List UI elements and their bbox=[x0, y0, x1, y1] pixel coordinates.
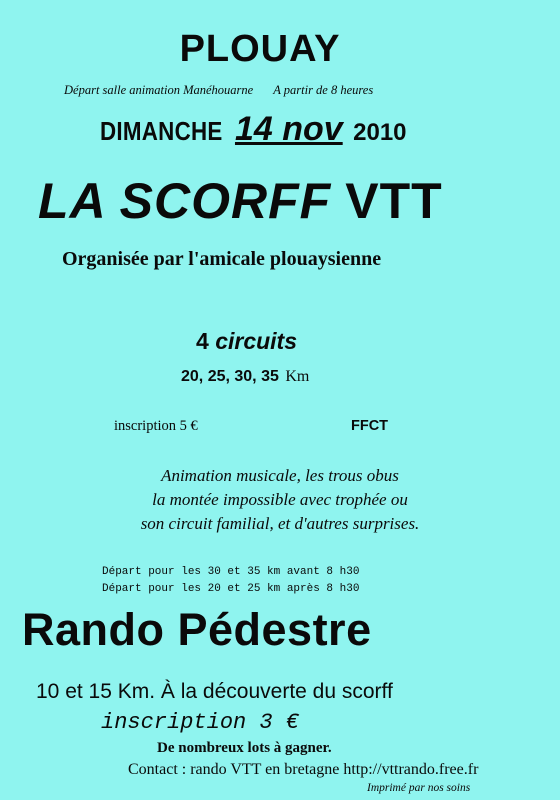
departure-line: Départ pour les 30 et 35 km avant 8 h30 bbox=[102, 566, 360, 578]
distances-values: 20, 25, 30, 35 bbox=[181, 368, 279, 385]
departure-schedule bbox=[102, 564, 359, 598]
date-weekday: DIMANCHE bbox=[100, 116, 223, 146]
venue-text: Départ salle animation Manéhouarne bbox=[64, 83, 254, 97]
rando-inscription-fee: inscription 3 € bbox=[101, 710, 300, 735]
event-title bbox=[38, 172, 443, 230]
event-name-text: LA SCORFF bbox=[38, 173, 332, 229]
circuits-heading bbox=[196, 328, 297, 355]
federation-label: FFCT bbox=[351, 418, 389, 434]
departure-info bbox=[64, 83, 373, 98]
date-year: 2010 bbox=[353, 119, 407, 146]
town-title: PLOUAY bbox=[179, 28, 341, 70]
animation-line: la montée impossible avec trophée ou bbox=[152, 490, 408, 509]
animation-line: Animation musicale, les trous obus bbox=[161, 466, 399, 485]
rando-title: Rando Pédestre bbox=[22, 604, 372, 655]
distances-unit: Km bbox=[285, 368, 310, 385]
circuits-label: circuits bbox=[215, 328, 298, 354]
prizes-line: De nombreux lots à gagner. bbox=[157, 740, 332, 756]
contact-line: Contact : rando VTT en bretagne http://vttrando.free.fr bbox=[128, 761, 479, 778]
vtt-inscription-fee: inscription 5 € bbox=[114, 418, 198, 434]
departure-line: Départ pour les 20 et 25 km après 8 h30 bbox=[102, 583, 360, 595]
date-day-month: 14 nov bbox=[234, 110, 343, 148]
event-discipline-text: VTT bbox=[345, 173, 443, 229]
animation-description bbox=[0, 464, 560, 536]
rando-distance: 10 et 15 Km. À la découverte du scorff bbox=[36, 680, 393, 703]
organiser-line: Organisée par l'amicale plouaysienne bbox=[62, 248, 382, 270]
circuit-distances bbox=[181, 368, 309, 386]
circuits-count: 4 bbox=[196, 328, 209, 354]
event-date bbox=[100, 110, 407, 149]
printer-note: Imprimé par nos soins bbox=[367, 782, 471, 794]
start-time-text: A partir de 8 heures bbox=[273, 83, 374, 97]
animation-line: son circuit familial, et d'autres surprises. bbox=[140, 514, 420, 533]
